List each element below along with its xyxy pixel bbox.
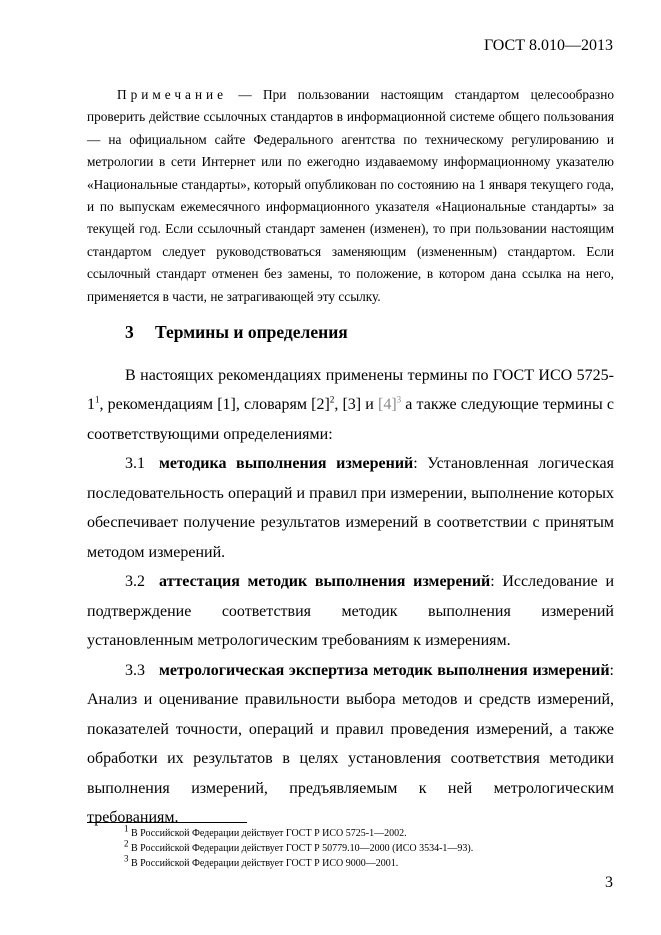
reference-4[interactable]: [4] xyxy=(378,396,397,413)
document-header: ГОСТ 8.010—2013 xyxy=(483,37,613,54)
section-heading xyxy=(87,318,614,348)
footnote-2 xyxy=(124,838,474,856)
section-intro xyxy=(87,361,614,450)
footnote-ref-1[interactable]: 1 xyxy=(95,394,100,405)
term-3-3 xyxy=(87,656,614,833)
footnote-text: В Российской Федерации действует ГОСТ Р ИСО 5725-1—2002. xyxy=(128,828,407,839)
section-3 xyxy=(87,318,614,833)
term-definition: : Установленная логическая последовательность операций и правил при измерении, выполнение которых обеспечивает получение результатов измерений в соответствии с принятым методом измерений. xyxy=(87,455,614,561)
section-title: Термины и определения xyxy=(155,322,348,342)
footnote-mark: 1 xyxy=(124,823,129,834)
note-paragraph xyxy=(87,84,614,308)
footnote-text: В Российской Федерации действует ГОСТ Р ИСО 9000—2001. xyxy=(128,858,399,869)
intro-text-1: В настоящих рекомендациях применены термины по ГОСТ ИСО 5725-1 xyxy=(87,366,614,413)
footnote-text: В Российской Федерации действует ГОСТ Р 50779.10—2000 (ИСО 3534-1—93). xyxy=(128,843,474,854)
footnote-separator xyxy=(87,822,247,823)
term-number: 3.2 xyxy=(125,573,145,590)
term-number: 3.3 xyxy=(125,661,145,679)
footnote-mark: 3 xyxy=(124,853,129,864)
page-number: 3 xyxy=(605,874,613,891)
term-definition: : Анализ и оценивание правильности выбора методов и средств измерений, показателей точности, операций и правил проведения измерений, а также обработки их результатов в целях установления соответствия методики выполнения измерений, предъявляемым к ней метрологическим требованиям. xyxy=(87,661,614,826)
footnote-ref-3[interactable]: 3 xyxy=(396,394,402,405)
note-block xyxy=(87,84,614,308)
intro-text-2: , рекомендациям [1], словарям [2] xyxy=(99,396,330,413)
term-name: методика выполнения измерений xyxy=(159,455,414,472)
term-name: аттестация методик выполнения измерений xyxy=(159,573,491,590)
note-label: Примечание xyxy=(117,87,228,102)
intro-text-4: а также следующие термины с соответствующими определениями: xyxy=(87,396,615,443)
footnotes xyxy=(124,823,474,871)
term-definition: : Исследование и подтверждение соответствия методик выполнения измерений установленным метрологическим требованиям к измерениям. xyxy=(87,573,614,649)
term-3-2 xyxy=(87,567,614,656)
footnote-1 xyxy=(124,823,473,841)
footnote-3 xyxy=(124,853,473,871)
intro-text-3: , [3] и xyxy=(334,396,378,413)
term-number: 3.1 xyxy=(125,455,145,472)
footnote-ref-2[interactable]: 2 xyxy=(329,394,335,405)
note-text: — При пользовании настоящим стандартом целесообразно проверить действие ссылочных стандартов в информационной системе общего пользования — на официальном сайте Федерального агентства по техническому регулированию и метрологии в сети Интернет или по ежегодно издаваемому информационному указателю «Национальные стандарты», который опубликован по состоянию на 1 января текущего года, и по выпускам ежемесячного информационного указателя «Национальные стандарты» за текущей год. Если ссылочный стандарт заменен (изменен), то при пользовании настоящим стандартом следует руководствоваться заменяющим (измененным) стандартом. Если ссылочный стандарт отменен без замены, то положение, в котором дана ссылка на него, применяется в части, не затрагивающей эту ссылку. xyxy=(87,87,614,304)
section-number: 3 xyxy=(125,322,134,342)
footnote-mark: 2 xyxy=(124,838,129,849)
term-3-1 xyxy=(87,449,614,567)
term-name: метрологическая экспертиза методик выполнения измерений xyxy=(159,661,610,679)
